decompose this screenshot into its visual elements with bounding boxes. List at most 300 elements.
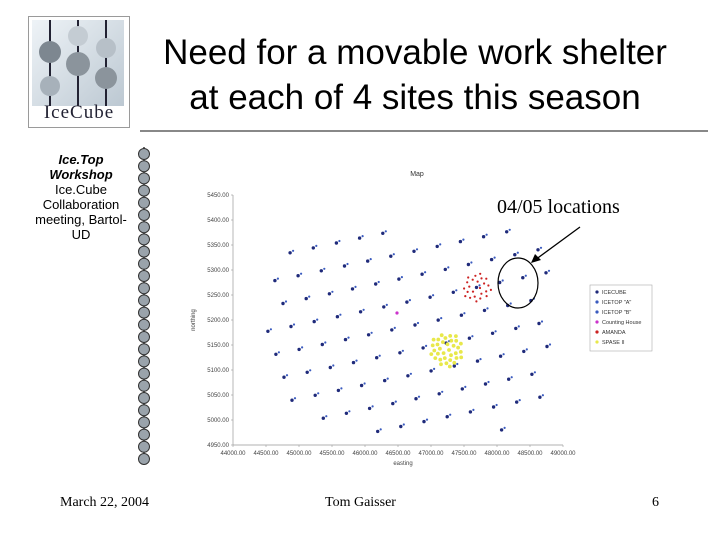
icecube-point — [306, 371, 309, 374]
rail-bead — [139, 246, 150, 257]
icetop-point — [410, 373, 412, 375]
icecube-point — [459, 240, 462, 243]
spase-point — [439, 362, 443, 366]
icetop-point — [363, 309, 365, 311]
icecube-point — [428, 296, 431, 299]
icecube-point — [505, 230, 508, 233]
spase-point — [436, 343, 440, 347]
icecube-point — [421, 346, 424, 349]
amanda-point — [480, 293, 482, 295]
icetop-point — [447, 266, 449, 268]
title-divider — [140, 130, 708, 132]
legend-label: SPASE II — [602, 340, 625, 346]
icecube-point — [514, 327, 517, 330]
x-tick-label: 45500.00 — [319, 451, 345, 457]
spase-point — [449, 339, 453, 343]
icetop-point — [362, 235, 364, 237]
icecube-point — [343, 264, 346, 267]
rail-bead — [139, 405, 150, 416]
amanda-point — [468, 286, 470, 288]
icetop-point — [371, 332, 373, 334]
icecube-point — [381, 232, 384, 235]
icecube-point — [483, 309, 486, 312]
rail-bead — [139, 161, 150, 172]
spase-point — [447, 348, 451, 352]
icecube-point — [376, 430, 379, 433]
y-tick-label: 5250.00 — [207, 293, 229, 299]
legend-label: ICECUBE — [602, 290, 627, 296]
amanda-point — [463, 287, 465, 289]
icecube-point — [406, 374, 409, 377]
icetop-point — [432, 294, 434, 296]
icecube-point — [397, 277, 400, 280]
icecube-point — [344, 338, 347, 341]
amanda-point — [486, 295, 488, 297]
icecube-point — [374, 282, 377, 285]
icetop-point — [441, 391, 443, 393]
amanda-point — [479, 287, 481, 289]
icetop-point — [293, 323, 295, 325]
icecube-point — [358, 236, 361, 239]
icetop-point — [372, 405, 374, 407]
icetop-point — [472, 409, 474, 411]
icetop-point — [439, 243, 441, 245]
chart-title: Map — [410, 171, 424, 178]
y-tick-label: 5050.00 — [207, 393, 229, 399]
icetop-point — [426, 419, 428, 421]
icecube-point — [383, 379, 386, 382]
icecube-point — [289, 325, 292, 328]
icetop-point — [387, 378, 389, 380]
x-axis-label: easting — [393, 461, 413, 467]
icetop-point — [385, 230, 387, 232]
icecube-point — [468, 337, 471, 340]
x-tick-label: 48000.00 — [484, 451, 510, 457]
icetop-point — [401, 276, 403, 278]
icecube-point — [367, 333, 370, 336]
y-axis-label: northing — [191, 309, 197, 331]
icecube-point — [436, 245, 439, 248]
amanda-point — [479, 297, 481, 299]
spase-point — [444, 336, 448, 340]
legend-marker — [595, 290, 598, 293]
icetop-point — [541, 320, 543, 322]
rail-bead — [139, 344, 150, 355]
amanda-point — [474, 275, 476, 277]
footer-author: Tom Gaisser — [325, 495, 396, 510]
rail-bead — [139, 332, 150, 343]
icecube-point — [482, 235, 485, 238]
icecube-point — [490, 258, 493, 261]
x-tick-label: 48500.00 — [517, 451, 543, 457]
rail-bead — [139, 368, 150, 379]
rail-bead — [139, 417, 150, 428]
legend-label: ICETOP "B" — [602, 310, 632, 316]
icetop-point — [378, 281, 380, 283]
icecube-point — [513, 253, 516, 256]
icetop-point — [286, 374, 288, 376]
icecube-point — [368, 407, 371, 410]
icecube-point — [475, 286, 478, 289]
string-rail-decoration — [137, 147, 151, 465]
icecube-point — [492, 405, 495, 408]
spase-point — [445, 361, 449, 365]
chart-legend — [590, 285, 652, 351]
rail-bead — [139, 441, 150, 452]
icecube-point — [352, 361, 355, 364]
icecube-point — [399, 425, 402, 428]
spase-point — [441, 340, 445, 344]
icetop-point — [526, 348, 528, 350]
icetop-point — [494, 257, 496, 259]
legend-label: ICETOP "A" — [602, 300, 632, 306]
highlight-ellipse — [498, 258, 538, 308]
icetop-point — [510, 302, 512, 304]
x-tick-label: 44000.00 — [220, 451, 246, 457]
spase-point — [455, 356, 459, 360]
legend-marker — [595, 320, 598, 323]
amanda-point — [472, 279, 474, 281]
spase-point — [438, 358, 442, 362]
side-caption — [28, 152, 134, 242]
icecube-point — [314, 394, 317, 397]
annotation-arrow-head — [531, 254, 541, 263]
icetop-point — [433, 368, 435, 370]
icecube-point — [382, 305, 385, 308]
icetop-point — [425, 345, 427, 347]
rail-bead — [139, 319, 150, 330]
string-lattice-icon — [32, 20, 124, 106]
logo-wordmark: IceCube — [43, 102, 115, 123]
icecube-point — [273, 279, 276, 282]
icecube-point — [274, 353, 277, 356]
icetop-point — [395, 401, 397, 403]
icetop-point — [403, 423, 405, 425]
icetop-point — [402, 350, 404, 352]
spase-point — [432, 338, 436, 342]
title-line-2: at each of 4 sites this season — [189, 78, 641, 117]
spase-point — [459, 350, 463, 354]
icetop-point — [324, 341, 326, 343]
icetop-point — [355, 360, 357, 362]
spase-point — [452, 344, 456, 348]
icecube-point — [438, 392, 441, 395]
spase-point — [449, 353, 453, 357]
rail-bead — [139, 295, 150, 306]
amanda-point — [466, 281, 468, 283]
spase-point — [452, 361, 456, 365]
y-tick-label: 5350.00 — [207, 243, 229, 249]
icetop-point — [300, 273, 302, 275]
icecube-point — [389, 255, 392, 258]
amanda-point — [487, 284, 489, 286]
icetop-point — [502, 279, 504, 281]
icecube-point — [522, 350, 525, 353]
icecube-point — [476, 359, 479, 362]
icecube-point — [391, 402, 394, 405]
icetop-point — [332, 364, 334, 366]
icecube-point — [453, 364, 456, 367]
icetop-point — [346, 263, 348, 265]
y-tick-label: 5300.00 — [207, 268, 229, 274]
icetop-point — [417, 322, 419, 324]
y-tick-label: 4950.00 — [207, 443, 229, 449]
icecube-point — [500, 428, 503, 431]
rail-bead — [139, 197, 150, 208]
icecube-point — [312, 246, 315, 249]
rail-bead — [139, 222, 150, 233]
amanda-point — [477, 281, 479, 283]
icetop-point — [534, 371, 536, 373]
icetop-point — [449, 414, 451, 416]
legend-marker — [595, 330, 598, 333]
spase-point — [440, 333, 444, 337]
icetop-point — [301, 346, 303, 348]
icetop-point — [315, 245, 317, 247]
icecube-point — [484, 382, 487, 385]
icecube-point — [335, 241, 338, 244]
icetop-point — [519, 399, 521, 401]
icetop-point — [503, 353, 505, 355]
icetop-point — [424, 271, 426, 273]
icetop-point — [548, 270, 550, 272]
icecube-point — [414, 397, 417, 400]
icecube-logo — [28, 16, 130, 128]
icetop-point — [455, 289, 457, 291]
icecube-point — [538, 396, 541, 399]
icetop-point — [354, 286, 356, 288]
rail-bead — [139, 307, 150, 318]
y-tick-label: 5150.00 — [207, 343, 229, 349]
icecube-point — [351, 287, 354, 290]
x-tick-label: 44500.00 — [253, 451, 279, 457]
amanda-point — [485, 278, 487, 280]
spase-point — [446, 342, 450, 346]
icecube-point — [360, 384, 363, 387]
spase-point — [448, 365, 452, 369]
x-tick-label: 47000.00 — [418, 451, 444, 457]
icecube-point — [405, 300, 408, 303]
icetop-point — [509, 229, 511, 231]
y-tick-label: 5450.00 — [207, 193, 229, 199]
amanda-point — [467, 276, 469, 278]
icetop-point — [462, 239, 464, 241]
icetop-point — [270, 328, 272, 330]
rail-bead — [139, 393, 150, 404]
icetop-point — [496, 404, 498, 406]
rail-bead — [139, 271, 150, 282]
amanda-point — [490, 289, 492, 291]
icecube-point — [366, 259, 369, 262]
icetop-point — [518, 325, 520, 327]
icetop-point — [277, 278, 279, 280]
icetop-point — [511, 376, 513, 378]
rail-bead — [139, 210, 150, 221]
icetop-point — [525, 275, 527, 277]
spase-point — [448, 334, 452, 338]
x-tick-label: 45000.00 — [286, 451, 312, 457]
icecube-point — [530, 373, 533, 376]
icecube-point — [467, 263, 470, 266]
amanda-point — [480, 277, 482, 279]
icecube-point — [398, 351, 401, 354]
icetop-point — [370, 258, 372, 260]
icetop-point — [380, 428, 382, 430]
legend-marker — [595, 300, 598, 303]
icetop-point — [379, 355, 381, 357]
icetop-point — [495, 330, 497, 332]
icecube-point — [461, 387, 464, 390]
legend-label: AMANDA — [602, 330, 626, 336]
icetop-point — [339, 314, 341, 316]
icecube-point — [288, 251, 291, 254]
icecube-point — [390, 328, 393, 331]
icetop-point — [317, 392, 319, 394]
rail-bead — [139, 356, 150, 367]
icetop-point — [278, 351, 280, 353]
icecube-point — [290, 399, 293, 402]
spase-point — [448, 358, 452, 362]
icetop-point — [323, 268, 325, 270]
side-body: Ice.Cube Collaboration meeting, Bartol-UD — [35, 182, 127, 242]
icecube-point — [296, 274, 299, 277]
icetop-point — [456, 363, 458, 365]
spase-point — [436, 338, 440, 342]
rail-bead — [139, 429, 150, 440]
rail-bead — [139, 149, 150, 160]
icecube-point — [359, 310, 362, 313]
icecube-point — [537, 322, 540, 325]
amanda-point — [485, 290, 487, 292]
icetop-point — [487, 381, 489, 383]
icecube-point — [545, 345, 548, 348]
spase-point — [456, 346, 460, 350]
spase-point — [436, 352, 440, 356]
amanda-point — [472, 291, 474, 293]
spase-point — [431, 344, 435, 348]
icetop-point — [316, 319, 318, 321]
icetop-point — [542, 394, 544, 396]
icecube-point — [412, 250, 415, 253]
spase-point — [459, 342, 463, 346]
annotation-arrow-shaft — [535, 227, 580, 260]
icetop-point — [386, 304, 388, 306]
spase-point — [429, 352, 433, 356]
icecube-point — [413, 323, 416, 326]
icetop-point — [504, 427, 506, 429]
icetop-point — [479, 358, 481, 360]
icetop-point — [394, 327, 396, 329]
icecube-point — [422, 420, 425, 423]
icecube-point — [452, 291, 455, 294]
icecube-point — [521, 276, 524, 279]
icecube-point — [515, 400, 518, 403]
spase-point — [443, 356, 447, 360]
icecube-point — [507, 378, 510, 381]
icetop-point — [478, 284, 480, 286]
icetop-point — [471, 335, 473, 337]
rail-bead — [139, 380, 150, 391]
spase-point — [442, 351, 446, 355]
rail-bead — [139, 185, 150, 196]
icecube-point — [437, 318, 440, 321]
legend-label: Counting House — [602, 320, 642, 326]
icetop-point — [338, 240, 340, 242]
icecube-point — [266, 330, 269, 333]
legend-marker — [595, 310, 598, 313]
icetop-point — [294, 397, 296, 399]
icetop-point — [440, 317, 442, 319]
icecube-point — [297, 348, 300, 351]
icecube-point — [544, 271, 547, 274]
icecube-point — [320, 269, 323, 272]
amanda-point — [475, 300, 477, 302]
rail-bead — [139, 258, 150, 269]
icecube-point — [491, 332, 494, 335]
side-title: Ice.Top Workshop — [49, 152, 113, 182]
spase-point — [454, 351, 458, 355]
amanda-point — [483, 282, 485, 284]
icecube-point — [469, 410, 472, 413]
icecube-point — [336, 315, 339, 318]
icetop-point — [340, 387, 342, 389]
icetop-point — [409, 299, 411, 301]
icetop-point — [549, 343, 551, 345]
x-tick-label: 46000.00 — [352, 451, 378, 457]
icetop-point — [325, 415, 327, 417]
spase-point — [438, 347, 442, 351]
icecube-point — [337, 389, 340, 392]
rail-bead — [139, 173, 150, 184]
rail-bead — [139, 283, 150, 294]
icetop-point — [418, 396, 420, 398]
icetop-point — [364, 382, 366, 384]
icetop-point — [393, 253, 395, 255]
spase-point — [433, 356, 437, 360]
icetop-point — [416, 248, 418, 250]
y-tick-label: 5200.00 — [207, 318, 229, 324]
icetop-point — [292, 250, 294, 252]
icetop-point — [285, 300, 287, 302]
y-tick-label: 5400.00 — [207, 218, 229, 224]
icecube-point — [282, 376, 285, 379]
slide-title — [145, 30, 685, 120]
icecube-point — [328, 292, 331, 295]
icetop-point — [309, 369, 311, 371]
icecube-point — [446, 415, 449, 418]
amanda-point — [479, 273, 481, 275]
amanda-point — [464, 295, 466, 297]
icetop-point — [348, 410, 350, 412]
icetop-point — [347, 337, 349, 339]
icecube-point — [444, 268, 447, 271]
icecube-point — [281, 302, 284, 305]
icetop-point — [331, 291, 333, 293]
icetop-point — [463, 312, 465, 314]
icecube-point — [305, 297, 308, 300]
icecube-point — [345, 412, 348, 415]
spase-point — [459, 356, 463, 360]
footer-date: March 22, 2004 — [60, 495, 150, 510]
spase-point — [454, 339, 458, 343]
rail-bead — [139, 234, 150, 245]
icetop-point — [517, 252, 519, 254]
title-line-1: Need for a movable work shelter — [163, 33, 667, 72]
icecube-point — [321, 343, 324, 346]
annotation-label: 04/05 locations — [497, 196, 620, 218]
y-tick-label: 5000.00 — [207, 418, 229, 424]
icetop-point — [470, 261, 472, 263]
